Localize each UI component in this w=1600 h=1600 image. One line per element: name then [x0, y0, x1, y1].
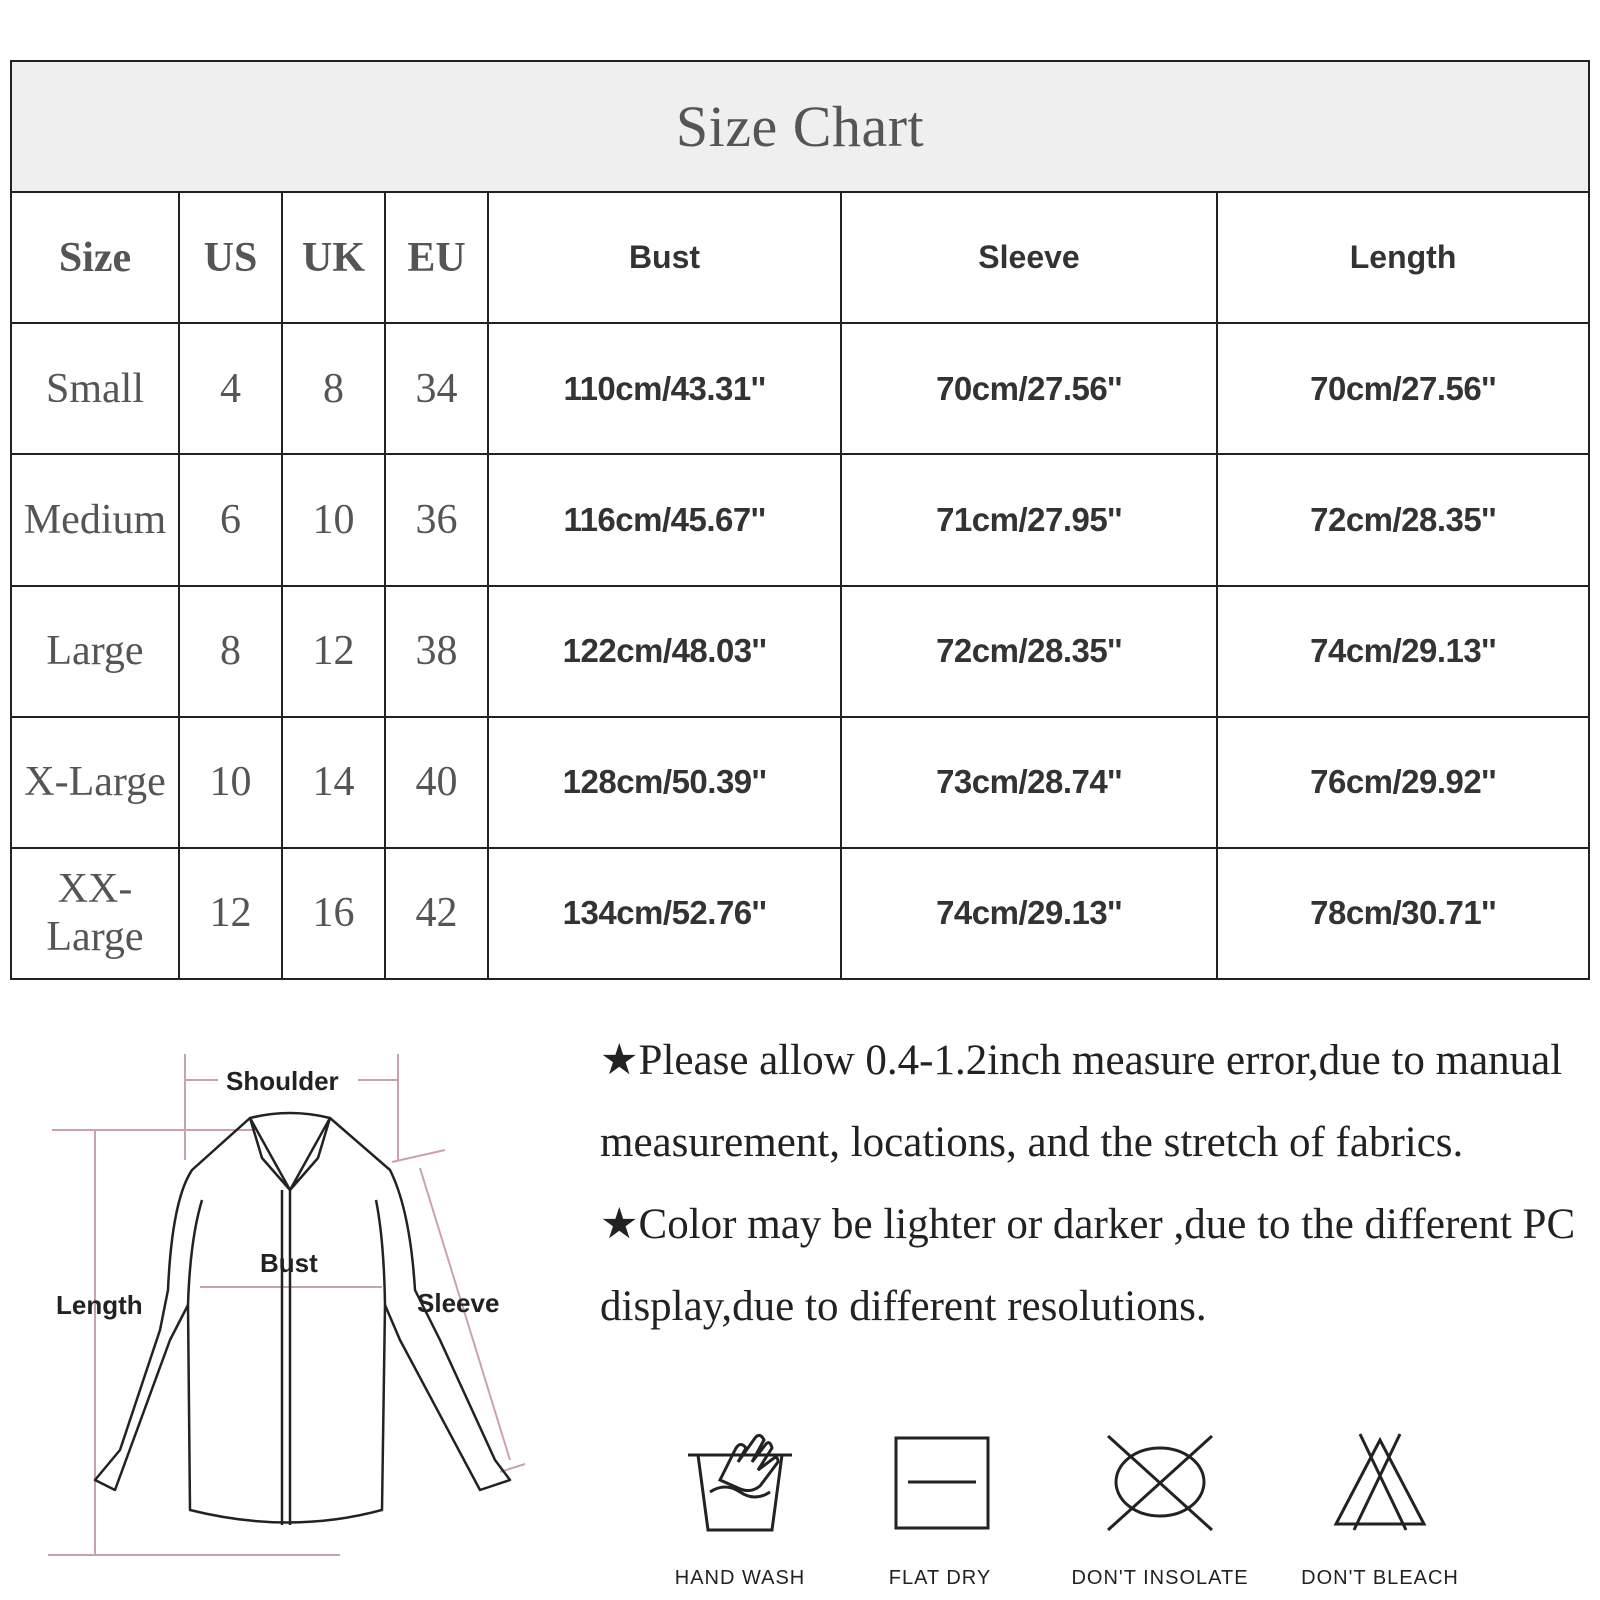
header-us: US: [179, 192, 282, 323]
uk-cell: 8: [282, 323, 385, 454]
care-item-flat-dry: [840, 1430, 1040, 1590]
length-cell: 74cm/29.13'': [1217, 586, 1589, 717]
table-row: [11, 848, 1589, 979]
size-cell: Large: [11, 586, 179, 717]
bust-cell: 122cm/48.03'': [488, 586, 841, 717]
header-eu: EU: [385, 192, 488, 323]
eu-cell: 40: [385, 717, 488, 848]
sleeve-cell: 74cm/29.13'': [841, 848, 1217, 979]
care-item-dont-insolate: [1060, 1430, 1260, 1590]
header-bust: Bust: [488, 192, 841, 323]
care-label-flat-dry: FLAT DRY: [888, 1567, 992, 1589]
table-row: [11, 586, 1589, 717]
length-label: Length: [56, 1290, 143, 1320]
sleeve-cell: 70cm/27.56'': [841, 323, 1217, 454]
size-cell: XX-Large: [11, 848, 179, 979]
care-item-hand-wash: [640, 1430, 840, 1590]
care-item-dont-bleach: [1280, 1430, 1480, 1590]
length-cell: 72cm/28.35'': [1217, 454, 1589, 585]
dont-bleach-icon: [1320, 1430, 1440, 1540]
length-cell: 76cm/29.92'': [1217, 717, 1589, 848]
bust-cell: 116cm/45.67'': [488, 454, 841, 585]
note-measure-error: ★Please allow 0.4-1.2inch measure error,due to manual measurement, locations, and the stretch of fabrics.: [600, 1037, 1563, 1166]
eu-cell: 42: [385, 848, 488, 979]
care-label-hand-wash: HAND WASH: [674, 1567, 806, 1589]
bust-cell: 110cm/43.31'': [488, 323, 841, 454]
us-cell: 12: [179, 848, 282, 979]
sleeve-cell: 73cm/28.74'': [841, 717, 1217, 848]
table-row: [11, 717, 1589, 848]
note-color: ★Color may be lighter or darker ,due to the different PC display,due to different resolutions.: [600, 1201, 1576, 1330]
bust-label: Bust: [260, 1248, 318, 1278]
uk-cell: 16: [282, 848, 385, 979]
us-cell: 8: [179, 586, 282, 717]
chart-title: Size Chart: [11, 61, 1589, 192]
uk-cell: 12: [282, 586, 385, 717]
header-size: Size: [11, 192, 179, 323]
uk-cell: 10: [282, 454, 385, 585]
size-cell: X-Large: [11, 717, 179, 848]
sleeve-cell: 71cm/27.95'': [841, 454, 1217, 585]
us-cell: 10: [179, 717, 282, 848]
table-row: [11, 323, 1589, 454]
care-label-dont-insolate: DON'T INSOLATE: [1071, 1567, 1249, 1589]
shoulder-label: Shoulder: [226, 1066, 339, 1096]
measurement-diagram: [40, 1040, 560, 1580]
us-cell: 6: [179, 454, 282, 585]
care-instructions: [640, 1430, 1540, 1590]
uk-cell: 14: [282, 717, 385, 848]
size-cell: Small: [11, 323, 179, 454]
hand-wash-icon: [680, 1430, 800, 1540]
size-cell: Medium: [11, 454, 179, 585]
eu-cell: 36: [385, 454, 488, 585]
sleeve-cell: 72cm/28.35'': [841, 586, 1217, 717]
table-row: [11, 454, 1589, 585]
us-cell: 4: [179, 323, 282, 454]
length-cell: 78cm/30.71'': [1217, 848, 1589, 979]
size-chart-table: [10, 60, 1588, 980]
header-row: [11, 192, 1589, 323]
dont-insolate-icon: [1100, 1430, 1220, 1540]
length-cell: 70cm/27.56'': [1217, 323, 1589, 454]
header-uk: UK: [282, 192, 385, 323]
header-length: Length: [1217, 192, 1589, 323]
sleeve-label: Sleeve: [417, 1288, 500, 1318]
bust-cell: 128cm/50.39'': [488, 717, 841, 848]
eu-cell: 38: [385, 586, 488, 717]
bust-cell: 134cm/52.76'': [488, 848, 841, 979]
notes: [600, 1020, 1580, 1348]
eu-cell: 34: [385, 323, 488, 454]
header-sleeve: Sleeve: [841, 192, 1217, 323]
flat-dry-icon: [880, 1430, 1000, 1540]
care-label-dont-bleach: DON'T BLEACH: [1301, 1567, 1459, 1589]
